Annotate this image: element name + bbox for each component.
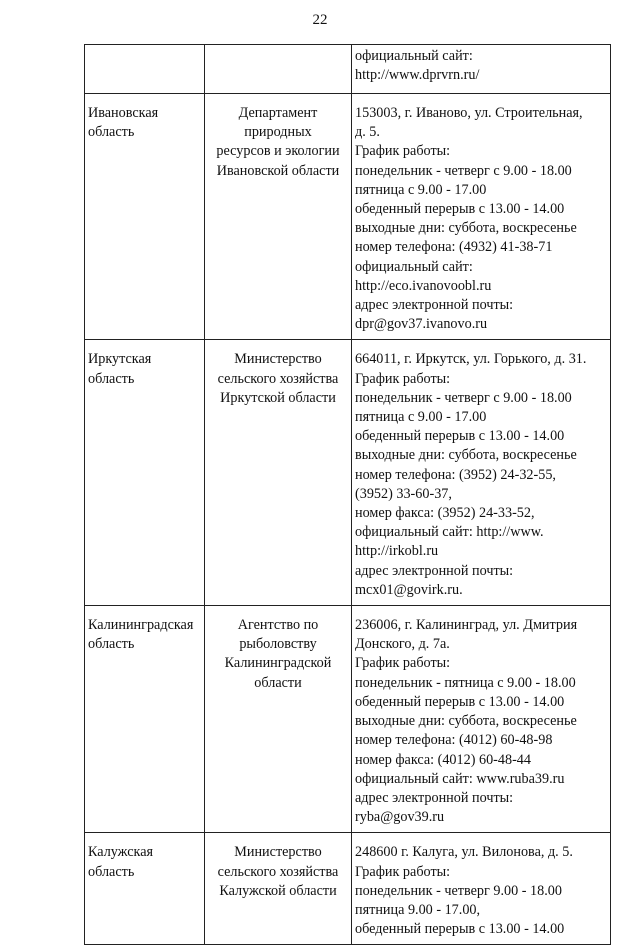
details-line: официальный сайт: www.ruba39.ru: [355, 770, 565, 787]
table-row: [85, 45, 611, 94]
details-line: График работы:: [355, 655, 451, 672]
agency-cell: [205, 833, 352, 945]
agency-line: природных: [244, 124, 312, 141]
details-line: официальный сайт: http://www.: [355, 524, 544, 541]
details-line: ryba@gov39.ru: [355, 809, 445, 826]
region-line: область: [88, 370, 135, 387]
region-cell: [85, 45, 205, 94]
details-line: 236006, г. Калининград, ул. Дмитрия: [355, 617, 578, 634]
details-line: Донского, д. 7а.: [355, 636, 450, 653]
agency-line: Агентство по: [237, 617, 319, 634]
agency-cell: [205, 340, 352, 606]
region-line: область: [88, 863, 135, 880]
region-cell: [85, 833, 205, 945]
agency-line: сельского хозяйства: [217, 370, 339, 387]
details-line: dpr@gov37.ivanovo.ru: [355, 316, 488, 333]
details-line: (3952) 33-60-37,: [355, 485, 452, 502]
details-line: понедельник - четверг с 9.00 - 18.00: [355, 389, 572, 406]
details-line: обеденный перерыв с 13.00 - 14.00: [355, 693, 565, 710]
region-line: Ивановская: [88, 105, 159, 121]
details-line: выходные дни: суббота, воскресенье: [355, 447, 577, 464]
agency-cell: [205, 45, 352, 94]
agency-line: Ивановской области: [216, 162, 340, 179]
details-cell: [352, 45, 611, 94]
details-line: mcx01@govirk.ru.: [355, 581, 463, 598]
agency-line: Калининградской: [224, 655, 332, 672]
table-row: [85, 340, 611, 606]
details-line: 248600 г. Калуга, ул. Вилонова, д. 5.: [355, 844, 573, 861]
details-line: д. 5.: [355, 124, 380, 141]
agency-line: области: [254, 674, 302, 691]
details-cell: [352, 833, 611, 945]
region-line: Калужская: [88, 844, 154, 861]
details-line: номер факса: (4012) 60-48-44: [355, 751, 531, 768]
table-row: [85, 94, 611, 340]
details-line: понедельник - четверг 9.00 - 18.00: [355, 882, 562, 899]
region-line: область: [88, 636, 135, 653]
agencies-table: [84, 44, 611, 945]
details-line: обеденный перерыв с 13.00 - 14.00: [355, 201, 565, 218]
details-cell: [352, 94, 611, 340]
details-line: понедельник - пятница с 9.00 - 18.00: [355, 674, 576, 691]
agency-line: рыболовству: [239, 636, 317, 653]
details-line: официальный сайт:: [355, 258, 473, 275]
details-line: 153003, г. Иваново, ул. Строительная,: [355, 105, 583, 121]
details-line: номер телефона: (4012) 60-48-98: [355, 732, 553, 749]
details-line: пятница 9.00 - 17.00,: [355, 901, 481, 918]
details-line: http://www.dprvrn.ru/: [355, 67, 480, 84]
table-row: [85, 833, 611, 945]
details-cell: [352, 606, 611, 833]
details-line: номер телефона: (4932) 41-38-71: [355, 239, 553, 256]
agency-line: Министерство: [234, 844, 322, 861]
details-line: понедельник - четверг с 9.00 - 18.00: [355, 162, 572, 179]
agency-line: Калужской области: [219, 882, 337, 899]
details-line: пятница с 9.00 - 17.00: [355, 181, 487, 198]
agency-cell: [205, 94, 352, 340]
details-cell: [352, 340, 611, 606]
agency-line: сельского хозяйства: [217, 863, 339, 880]
agency-line: Департамент: [238, 105, 318, 121]
details-line: обеденный перерыв с 13.00 - 14.00: [355, 428, 565, 445]
details-line: адрес электронной почты:: [355, 562, 514, 579]
region-cell: [85, 340, 205, 606]
region-line: Иркутская: [88, 351, 152, 368]
agency-line: Министерство: [234, 351, 322, 368]
agency-line: ресурсов и экологии: [216, 143, 340, 160]
details-line: пятница с 9.00 - 17.00: [355, 409, 487, 426]
table-row: [85, 606, 611, 833]
details-line: выходные дни: суббота, воскресенье: [355, 220, 577, 237]
details-line: обеденный перерыв с 13.00 - 14.00: [355, 921, 565, 938]
details-line: выходные дни: суббота, воскресенье: [355, 713, 577, 730]
details-line: График работы:: [355, 370, 451, 387]
details-line: номер факса: (3952) 24-33-52,: [355, 505, 535, 522]
agency-line: Иркутской области: [220, 389, 336, 406]
details-line: адрес электронной почты:: [355, 297, 514, 314]
details-line: номер телефона: (3952) 24-32-55,: [355, 466, 556, 483]
details-line: http://eco.ivanovoobl.ru: [355, 277, 492, 294]
details-line: График работы:: [355, 143, 451, 160]
region-cell: [85, 606, 205, 833]
details-line: 664011, г. Иркутск, ул. Горького, д. 31.: [355, 351, 587, 368]
region-line: Калининградская: [88, 617, 194, 634]
details-line: График работы:: [355, 863, 451, 880]
details-line: http://irkobl.ru: [355, 543, 439, 560]
page-number: 22: [312, 12, 328, 28]
agency-cell: [205, 606, 352, 833]
region-line: область: [88, 124, 135, 141]
details-line: адрес электронной почты:: [355, 789, 514, 806]
details-line: официальный сайт:: [355, 48, 473, 64]
region-cell: [85, 94, 205, 340]
